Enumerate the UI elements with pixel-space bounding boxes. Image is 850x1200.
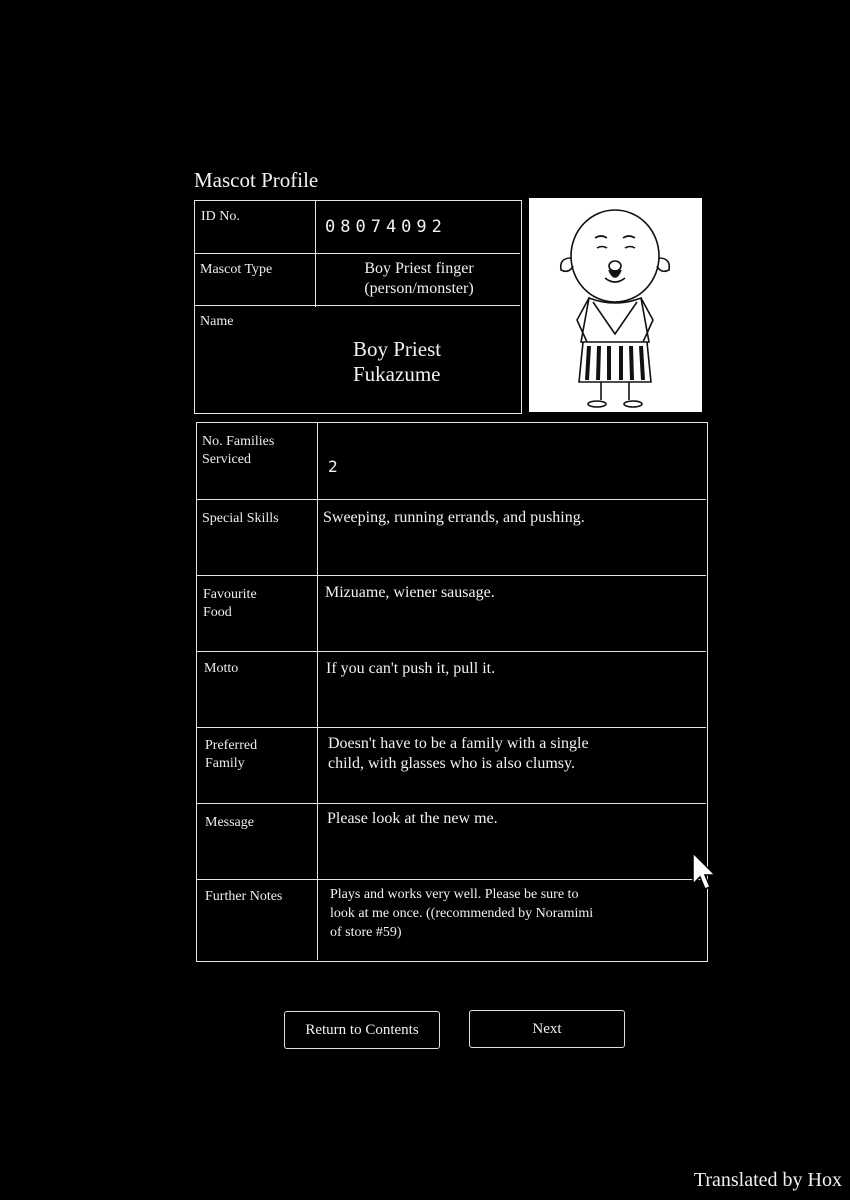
next-button[interactable]: Next [469,1010,625,1048]
value-line: look at me once. ((recommended by Noramimi [330,906,594,921]
label-line: Message [205,815,254,830]
name-line-2: Fukazume [353,362,441,386]
motto-label [204,660,238,678]
further-notes-label [205,888,282,906]
families-serviced-value: 2 [328,457,343,476]
translation-credit: Translated by Hox [693,1169,842,1191]
mascot-portrait [529,198,702,412]
value-line: Mizuame, wiener sausage. [325,584,495,601]
mascot-type-label: Mascot Type [200,262,273,277]
label-line: Serviced [202,452,251,467]
mascot-type-line-2: (person/monster) [364,280,474,297]
further-notes-value [330,885,593,942]
id-value: 08074092 [325,217,447,237]
message-label [205,814,254,832]
message-value [327,809,498,829]
value-line: Doesn't have to be a family with a single [328,735,589,752]
value-line: Please look at the new me. [327,810,498,827]
preferred-family-value [328,734,589,774]
label-line: Special Skills [202,511,279,526]
name-value [353,337,441,387]
favourite-food-value [325,583,495,603]
preferred-family-label [205,737,257,773]
families-serviced-label [202,433,274,469]
label-line: Food [203,605,232,620]
value-line: of store #59) [330,925,402,940]
details-table [196,422,708,962]
mascot-type-value [317,259,521,299]
label-line: Family [205,756,245,771]
label-line: Preferred [205,738,258,753]
value-line: Sweeping, running errands, and pushing. [323,509,585,526]
label-line: Favourite [203,587,257,602]
value-line: If you can't push it, pull it. [326,660,496,677]
page-title: Mascot Profile [194,168,319,192]
value-line: Plays and works very well. Please be sure to [330,887,579,902]
boy-priest-icon [529,198,702,412]
return-to-contents-button[interactable]: Return to Contents [284,1011,440,1049]
mouse-pointer-icon [692,852,718,892]
label-line: Motto [204,661,239,676]
name-label: Name [200,314,234,329]
header-table [194,200,522,414]
name-line-1: Boy Priest [353,337,442,361]
motto-value [326,659,495,679]
special-skills-value [323,508,585,528]
value-line: child, with glasses who is also clumsy. [328,755,575,772]
favourite-food-label [203,586,257,622]
mascot-type-line-1: Boy Priest finger [364,260,474,277]
special-skills-label [202,510,279,528]
label-line: Further Notes [205,889,283,904]
id-label: ID No. [201,209,240,224]
label-line: No. Families [202,434,275,449]
